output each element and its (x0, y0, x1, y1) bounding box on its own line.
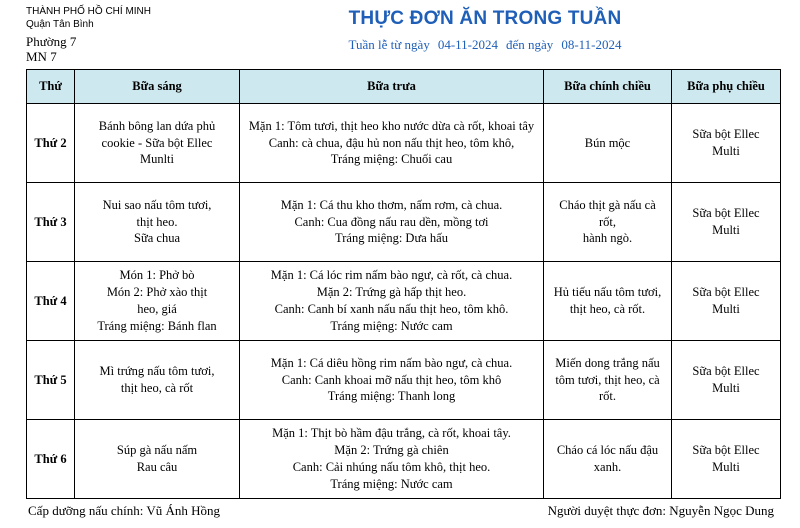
table-row (27, 341, 781, 420)
lunch-cell-line: Mặn 2: Trứng gà hấp thịt heo. (316, 285, 467, 300)
breakfast-cell-line: heo, giá (137, 302, 177, 316)
afternoon-snack-cell-line: Multi (712, 381, 740, 395)
breakfast-cell (75, 104, 240, 183)
breakfast-cell (75, 341, 240, 420)
lunch-cell (240, 341, 544, 420)
breakfast-cell-line: Món 1: Phở bò (119, 268, 195, 283)
table-row (27, 262, 781, 341)
week-range (300, 37, 670, 53)
breakfast-cell-line: Munlti (139, 152, 175, 167)
breakfast-cell-line: Nui sao nấu tôm tươi, (102, 197, 212, 212)
lunch-cell (240, 262, 544, 341)
day-cell: Thứ 6 (27, 420, 75, 499)
afternoon-snack-cell-line: Sữa bột Ellec (692, 364, 760, 379)
header-left (26, 6, 151, 63)
lunch-cell (240, 420, 544, 499)
lunch-cell-line: Mặn 1: Thịt bò hầm đậu trắng, cà rốt, khoai tây. (272, 426, 511, 441)
lunch-cell (240, 104, 544, 183)
city-name: THÀNH PHỐ HỒ CHÍ MINH (26, 6, 151, 17)
breakfast-cell-line: Mì trứng nấu tôm tươi, (99, 364, 215, 379)
lunch-cell-line: Tráng miệng: Nước cam (330, 476, 453, 491)
week-prefix: Tuần lễ từ ngày (348, 37, 430, 52)
afternoon-main-cell (544, 262, 672, 341)
lunch-cell-line: Tráng miệng: Dưa hấu (335, 231, 448, 246)
cook-signature: Cấp dưỡng nấu chính: Vũ Ánh Hồng (28, 503, 221, 518)
afternoon-main-cell-line: tôm tươi, thịt heo, cà (555, 372, 660, 387)
breakfast-cell-line: thịt heo, cà rốt (120, 381, 194, 395)
breakfast-cell-line: cookie - Sữa bột Ellec (101, 135, 213, 150)
breakfast-cell (75, 420, 240, 499)
menu-table (26, 69, 781, 499)
afternoon-snack-cell-line: Sữa bột Ellec (692, 443, 760, 458)
lunch-cell-line: Mặn 1: Cá thu kho thơm, nấm rơm, cà chua. (280, 197, 503, 212)
lunch-cell-line: Canh: cà chua, đậu hủ non nấu thịt heo, tôm khô, (268, 135, 515, 150)
school-name: MN 7 (26, 49, 57, 65)
afternoon-snack-cell (672, 262, 781, 341)
column-header-breakfast: Bữa sáng (75, 70, 240, 104)
afternoon-main-cell (544, 183, 672, 262)
breakfast-cell-line: Súp gà nấu nấm (116, 443, 198, 458)
lunch-cell-line: Mặn 1: Tôm tươi, thịt heo kho nước dừa cà rốt, khoai tây (248, 118, 535, 133)
table-row (27, 420, 781, 499)
breakfast-cell-line: Rau câu (136, 460, 178, 474)
table-header-row (27, 70, 781, 104)
day-cell: Thứ 4 (27, 262, 75, 341)
breakfast-cell-line: Bánh bông lan dứa phủ (98, 118, 216, 133)
day-cell: Thứ 3 (27, 183, 75, 262)
lunch-cell-line: Canh: Cua đồng nấu rau dền, mồng tơi (294, 214, 489, 229)
breakfast-cell-line: thịt heo. (136, 214, 178, 229)
afternoon-snack-cell-line: Multi (712, 302, 740, 316)
week-from: 04-11-2024 (437, 37, 499, 52)
afternoon-main-cell-line: thịt heo, cà rốt. (569, 302, 646, 316)
page-title: THỰC ĐƠN ĂN TRONG TUẦN (348, 8, 622, 29)
week-to: 08-11-2024 (561, 37, 622, 52)
afternoon-main-cell-line: xanh. (593, 460, 622, 474)
ward-name: Phường 7 (26, 34, 77, 49)
breakfast-cell-line: Sữa chua (134, 231, 180, 246)
afternoon-main-cell-line: Cháo thịt gà nấu cà rốt, (559, 197, 656, 229)
afternoon-snack-cell-line: Multi (712, 460, 740, 474)
lunch-cell-line: Mặn 2: Trứng gà chiên (334, 443, 449, 458)
afternoon-main-cell-line: Hủ tiếu nấu tôm tươi, (553, 285, 662, 300)
afternoon-main-cell-line: Bún mộc (584, 135, 631, 150)
afternoon-main-cell-line: Miến dong trắng nấu (555, 355, 660, 370)
approver-signature: Người duyệt thực đơn: Nguyễn Ngọc Dung (547, 503, 774, 518)
column-header-day: Thứ (27, 70, 75, 104)
lunch-cell-line: Tráng miệng: Nước cam (330, 318, 453, 333)
column-header-afternoon-main: Bữa chính chiều (544, 70, 672, 104)
afternoon-main-cell (544, 341, 672, 420)
column-header-lunch: Bữa trưa (240, 70, 544, 104)
lunch-cell-line: Mặn 1: Cá diêu hồng rim nấm bào ngư, cà chua. (270, 355, 513, 370)
lunch-cell-line: Canh: Canh bí xanh nấu nấu thịt heo, tôm khô. (274, 302, 509, 316)
lunch-cell-line: Mặn 1: Cá lóc rim nấm bào ngư, cà rốt, cà chua. (270, 268, 513, 283)
lunch-cell (240, 183, 544, 262)
afternoon-main-cell-line: rốt. (598, 389, 616, 404)
afternoon-snack-cell-line: Sữa bột Ellec (692, 285, 760, 300)
afternoon-snack-cell (672, 420, 781, 499)
breakfast-cell-line: Tráng miệng: Bánh flan (97, 318, 217, 333)
lunch-cell-line: Canh: Canh khoai mỡ nấu thịt heo, tôm khô (281, 372, 502, 387)
table-row (27, 104, 781, 183)
afternoon-snack-cell-line: Multi (712, 144, 740, 158)
afternoon-snack-cell-line: Multi (712, 223, 740, 237)
table-row (27, 183, 781, 262)
district-name: Quận Tân Bình (26, 18, 94, 30)
afternoon-main-cell (544, 420, 672, 499)
afternoon-snack-cell-line: Sữa bột Ellec (692, 206, 760, 221)
lunch-cell-line: Tráng miệng: Thanh long (327, 389, 456, 404)
day-cell: Thứ 2 (27, 104, 75, 183)
lunch-cell-line: Tráng miệng: Chuối cau (330, 152, 453, 167)
breakfast-cell (75, 183, 240, 262)
column-header-afternoon-snack: Bữa phụ chiều (672, 70, 781, 104)
afternoon-main-cell-line: Cháo cá lóc nấu đậu (556, 443, 659, 458)
breakfast-cell-line: Món 2: Phở xào thịt (106, 285, 208, 300)
lunch-cell-line: Canh: Cải nhúng nấu tôm khô, thịt heo. (292, 460, 491, 474)
day-cell: Thứ 5 (27, 341, 75, 420)
afternoon-snack-cell (672, 341, 781, 420)
afternoon-main-cell-line: hành ngò. (582, 231, 633, 246)
afternoon-snack-cell (672, 183, 781, 262)
breakfast-cell (75, 262, 240, 341)
afternoon-snack-cell-line: Sữa bột Ellec (692, 127, 760, 142)
afternoon-main-cell (544, 104, 672, 183)
afternoon-snack-cell (672, 104, 781, 183)
week-mid: đến ngày (506, 37, 554, 52)
